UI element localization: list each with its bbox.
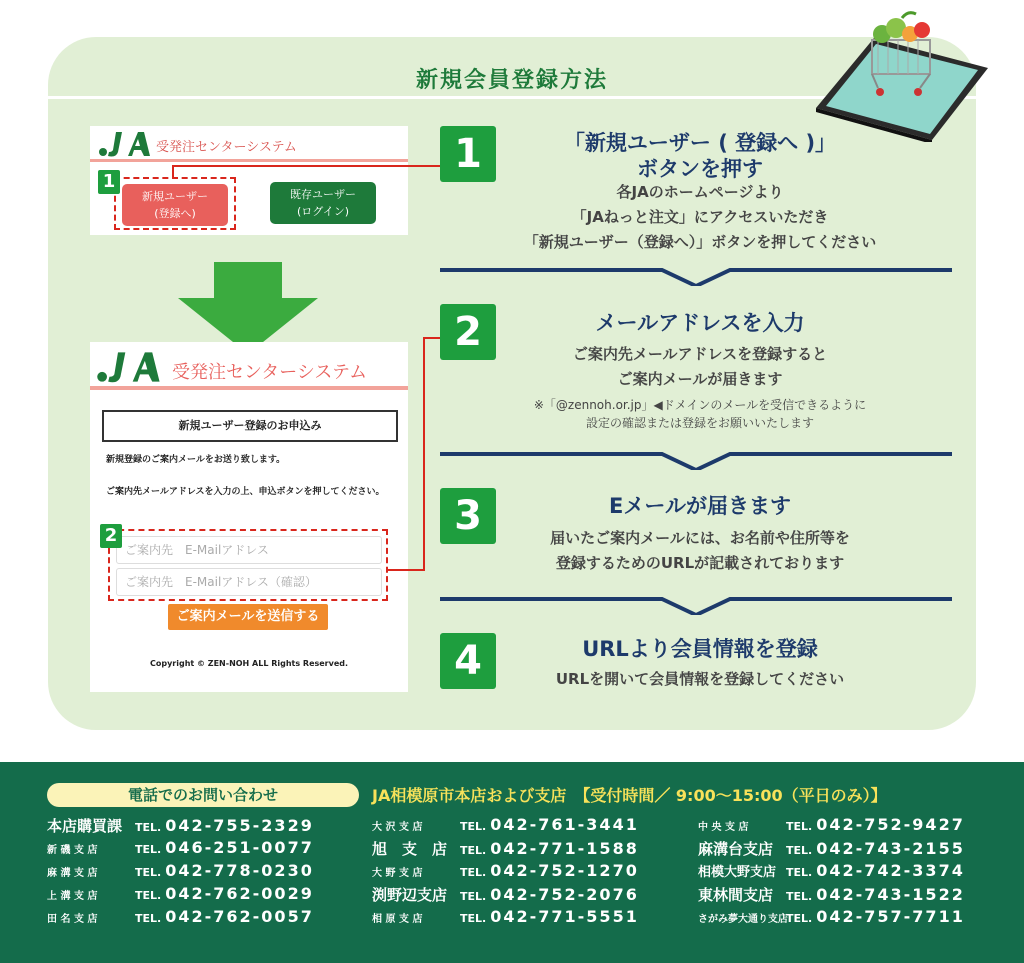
- branch-row: [698, 815, 965, 834]
- branch-name: 相 原 支 店: [372, 914, 423, 925]
- connector-step-2-v: [423, 337, 425, 571]
- branch-row: [372, 907, 639, 926]
- step-divider-3: [440, 591, 952, 615]
- branch-name: 田 名 支 店: [47, 914, 98, 925]
- step-1-title-line1: 「新規ユーザー ( 登録へ )」: [563, 131, 837, 155]
- branch-row: [372, 838, 639, 859]
- email-confirm-field[interactable]: ご案内先 E-Mailアドレス（確認）: [116, 568, 382, 596]
- tel-prefix: TEL.: [135, 866, 162, 879]
- tel-prefix: TEL.: [460, 866, 487, 879]
- tel-prefix: TEL.: [786, 890, 813, 903]
- step-4-title: URLより会員情報を登録: [582, 637, 818, 661]
- step-1-title-line2: ボタンを押す: [637, 157, 763, 181]
- step-3-body-line1: 届いたご案内メールには、お名前や住所等を: [550, 529, 850, 547]
- branch-row: [372, 861, 639, 880]
- branch-name: 旭 支 店: [372, 840, 448, 858]
- send-email-button[interactable]: ご案内メールを送信する: [168, 604, 328, 630]
- branch-row: [698, 838, 965, 859]
- step-4-number: 4: [440, 633, 496, 689]
- tel-prefix: TEL.: [460, 820, 487, 833]
- branch-row: [698, 861, 965, 880]
- phone-number[interactable]: 042-778-0230: [165, 861, 314, 880]
- tel-prefix: TEL.: [135, 843, 162, 856]
- branch-row: [47, 884, 314, 903]
- step-divider-2: [440, 446, 952, 470]
- branch-name: 大 沢 支 店: [372, 822, 423, 833]
- step-1-number: 1: [440, 126, 496, 182]
- system-name: 受発注センターシステム: [156, 140, 297, 155]
- phone-number[interactable]: 042-743-2155: [816, 839, 965, 858]
- branch-name: さがみ夢大通り支店: [698, 914, 788, 925]
- tel-prefix: TEL.: [460, 844, 487, 857]
- branch-name: 相模大野支店: [698, 865, 777, 880]
- branch-name: 大 野 支 店: [372, 868, 423, 879]
- step-2-note-line1: ※「@zennoh.or.jp」◀ドメインのメールを受信できるように: [533, 398, 867, 412]
- step-2-note-line2: 設定の確認または登録をお願いいたします: [585, 416, 814, 430]
- tel-prefix: TEL.: [135, 912, 162, 925]
- connector-step-1: [172, 165, 442, 167]
- down-arrow-icon: [178, 262, 318, 354]
- badge-step-1: 1: [98, 170, 120, 194]
- branch-name: 中 央 支 店: [698, 822, 749, 833]
- form-text-2: ご案内先メールアドレスを入力の上、申込ボタンを押してください。: [106, 487, 385, 497]
- screenshot-login-page: [90, 126, 408, 235]
- email-field[interactable]: ご案内先 E-Mailアドレス: [116, 536, 382, 564]
- page-title: 新規会員登録方法: [415, 68, 608, 93]
- badge-step-2: 2: [100, 524, 122, 548]
- phone-number[interactable]: 042-752-9427: [816, 815, 965, 834]
- phone-number[interactable]: 042-743-1522: [816, 885, 965, 904]
- tel-prefix: TEL.: [786, 820, 813, 833]
- phone-number[interactable]: 046-251-0077: [165, 838, 314, 857]
- branch-row: [372, 884, 639, 905]
- step-3-number: 3: [440, 488, 496, 544]
- hq-hours: JA相模原市本店および支店 【受付時間／ 9:00～15:00（平日のみ）】: [372, 786, 887, 805]
- step-2-title: メールアドレスを入力: [595, 311, 805, 335]
- branch-name: 本店購買課: [47, 817, 123, 835]
- form-text-1: 新規登録のご案内メールをお送り致します。: [106, 455, 286, 465]
- phone-number[interactable]: 042-755-2329: [165, 816, 314, 835]
- branch-name: 麻溝台支店: [698, 840, 774, 858]
- tel-prefix: TEL.: [135, 889, 162, 902]
- tel-prefix: TEL.: [786, 844, 813, 857]
- copyright: Copyright © ZEN-NOH ALL Rights Reserved.: [149, 659, 349, 668]
- ja-logo-icon: [96, 348, 162, 386]
- step-3-body-line2: 登録するためのURLが記載されております: [555, 554, 845, 572]
- tablet-shopping-illustration: [812, 10, 992, 142]
- branch-row: [47, 838, 314, 857]
- ja-logo-icon: [98, 130, 152, 158]
- highlight-box: [108, 529, 388, 601]
- branch-name: 渕野辺支店: [372, 886, 448, 904]
- new-user-label-line1: 新規ユーザー: [142, 190, 208, 203]
- phone-number[interactable]: 042-761-3441: [490, 815, 639, 834]
- tel-prefix: TEL.: [460, 890, 487, 903]
- branch-row: [47, 907, 314, 926]
- step-2-number: 2: [440, 304, 496, 360]
- new-user-label-line2: (登録へ): [154, 207, 196, 220]
- tel-prefix: TEL.: [135, 821, 162, 834]
- branch-name: 麻 溝 支 店: [47, 868, 98, 879]
- highlight-box: [114, 177, 236, 230]
- tel-prefix: TEL.: [786, 866, 813, 879]
- system-name: 受発注センターシステム: [172, 362, 368, 383]
- system-header: [90, 342, 408, 390]
- branch-row: [47, 815, 314, 836]
- existing-user-button[interactable]: [270, 182, 376, 224]
- branch-row: [698, 884, 965, 905]
- branch-row: [47, 861, 314, 880]
- form-title: 新規ユーザー登録のお申込み: [102, 410, 398, 442]
- branch-row: [372, 815, 639, 834]
- step-1-body-line3: 「新規ユーザー（登録へ）」ボタンを押してください: [523, 233, 877, 251]
- screenshot-registration-form: [90, 342, 408, 692]
- branch-name: 新 磯 支 店: [47, 845, 98, 856]
- phone-number[interactable]: 042-752-1270: [490, 861, 639, 880]
- step-2-body-line1: ご案内先メールアドレスを登録すると: [572, 345, 828, 363]
- tel-prefix: TEL.: [786, 912, 813, 925]
- phone-number[interactable]: 042-757-7711: [816, 907, 965, 926]
- existing-user-label-line2: (ログイン): [296, 205, 350, 218]
- phone-number[interactable]: 042-762-0057: [165, 907, 314, 926]
- existing-user-label-line1: 既存ユーザー: [290, 188, 356, 201]
- step-2-body-line2: ご案内メールが届きます: [617, 370, 783, 388]
- step-4-body-line1: URLを開いて会員情報を登録してください: [555, 670, 845, 688]
- branch-row: [698, 907, 965, 926]
- tel-prefix: TEL.: [460, 912, 487, 925]
- branch-name: 東林間支店: [698, 886, 774, 904]
- step-1-body-line2: 「JAねっと注文」にアクセスいただき: [571, 208, 829, 226]
- phone-number[interactable]: 042-771-5551: [490, 907, 639, 926]
- phone-number[interactable]: 042-762-0029: [165, 884, 314, 903]
- step-divider-1: [440, 262, 952, 286]
- step-1-body-line1: 各JAのホームページより: [616, 183, 784, 201]
- phone-number[interactable]: 042-742-3374: [816, 861, 965, 880]
- branch-name: 上 溝 支 店: [47, 891, 98, 902]
- system-header: [90, 126, 408, 162]
- step-3-title: Eメールが届きます: [609, 494, 791, 518]
- connector-step-2-h2: [388, 569, 425, 571]
- phone-number[interactable]: 042-771-1588: [490, 839, 639, 858]
- connector-step-1-drop: [172, 165, 174, 179]
- phone-number[interactable]: 042-752-2076: [490, 885, 639, 904]
- contact-label: 電話でのお問い合わせ: [47, 783, 359, 807]
